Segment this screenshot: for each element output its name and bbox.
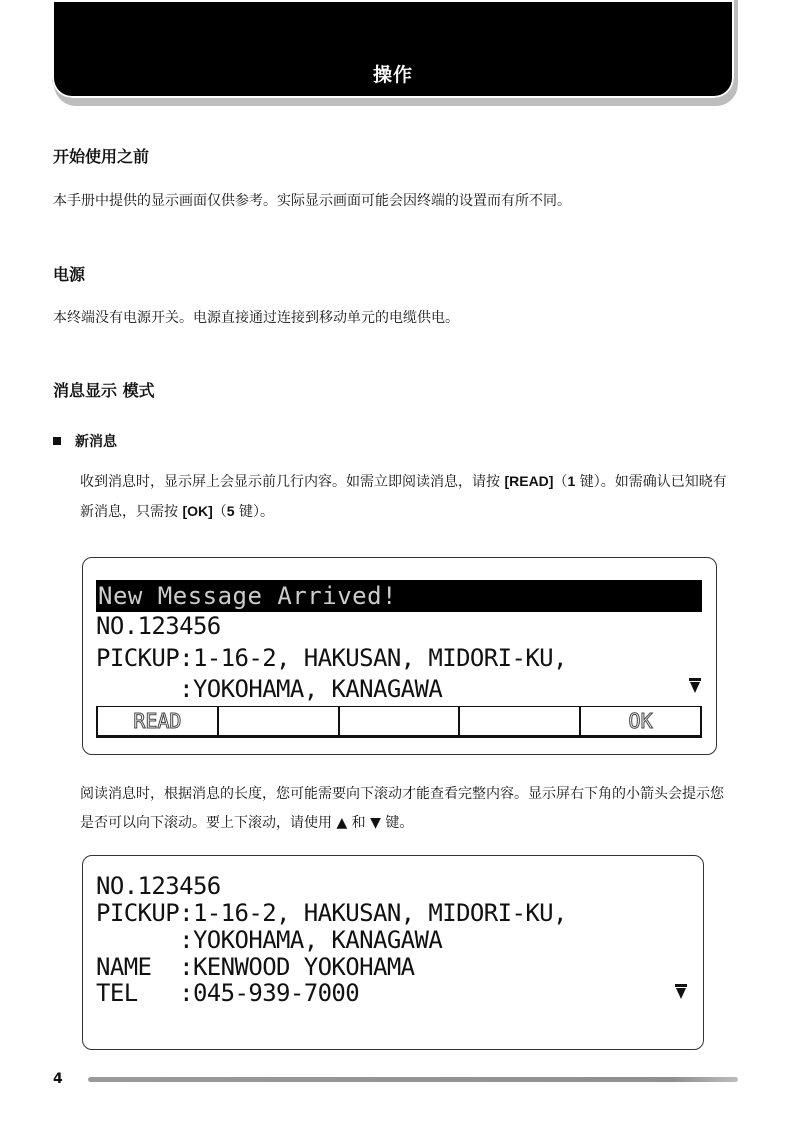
section-text-power: 本终端没有电源开关。电源直接通过连接到移动单元的电缆供电。 bbox=[53, 310, 459, 326]
lcd-line: :YOKOHAMA, KANAGAWA bbox=[96, 926, 443, 954]
scroll-down-arrow-icon bbox=[689, 678, 701, 694]
section-heading-power: 电源 bbox=[53, 265, 86, 284]
subsection-new-message bbox=[53, 431, 117, 451]
ok-key-label: [OK] bbox=[182, 503, 213, 519]
page-number: 4 bbox=[53, 1071, 63, 1087]
bullet-square-icon bbox=[53, 437, 61, 445]
lcd-line: PICKUP:1-16-2, HAKUSAN, MIDORI-KU, bbox=[96, 644, 567, 672]
section-heading-message-mode: 消息显示 模式 bbox=[53, 381, 155, 400]
lcd-line: NAME :KENWOOD YOKOHAMA bbox=[96, 953, 415, 981]
softkey-4[interactable] bbox=[460, 707, 581, 735]
paragraph-new-message: 收到消息时，显示屏上会显示前几行内容。如需立即阅读消息，请按 [READ]（1 键）。如需确认已知晓有新消息，只需按 [OK]（5 键）。 bbox=[80, 473, 727, 520]
lcd-screen-new-message bbox=[82, 557, 717, 755]
lcd-line: :YOKOHAMA, KANAGAWA bbox=[96, 675, 443, 703]
lcd-line: PICKUP:1-16-2, HAKUSAN, MIDORI-KU, bbox=[96, 899, 567, 927]
lcd-line: NO.123456 bbox=[96, 872, 221, 900]
footer-rule bbox=[88, 1077, 738, 1082]
softkey-ok[interactable]: OK bbox=[628, 709, 653, 733]
new-message-banner: New Message Arrived! bbox=[96, 580, 702, 612]
scroll-down-arrow-icon bbox=[675, 984, 687, 1000]
softkey-read[interactable]: READ bbox=[98, 707, 219, 735]
section-text-before-use: 本手册中提供的显示画面仅供参考。实际显示画面可能会因终端的设置而有所不同。 bbox=[53, 193, 571, 209]
chapter-title: 操作 bbox=[372, 64, 413, 86]
softkey-2[interactable] bbox=[219, 707, 340, 735]
lcd-line: TEL :045-939-7000 bbox=[96, 979, 360, 1007]
softkey-3[interactable] bbox=[340, 707, 461, 735]
chapter-header bbox=[52, 0, 734, 98]
lcd-screen-full-message bbox=[82, 855, 704, 1050]
lcd-line: NO.123456 bbox=[96, 612, 221, 640]
subsection-title: 新消息 bbox=[75, 434, 117, 450]
section-heading-before-use: 开始使用之前 bbox=[53, 147, 150, 166]
paragraph-scrolling: 阅读消息时，根据消息的长度，您可能需要向下滚动才能查看完整内容。显示屏右下角的小箭头会提示您是否可以向下滚动。要上下滚动，请使用 ▲ 和 ▼ 键。 bbox=[80, 786, 724, 831]
read-key-label: [READ] bbox=[504, 473, 554, 489]
softkey-bar bbox=[96, 706, 702, 738]
